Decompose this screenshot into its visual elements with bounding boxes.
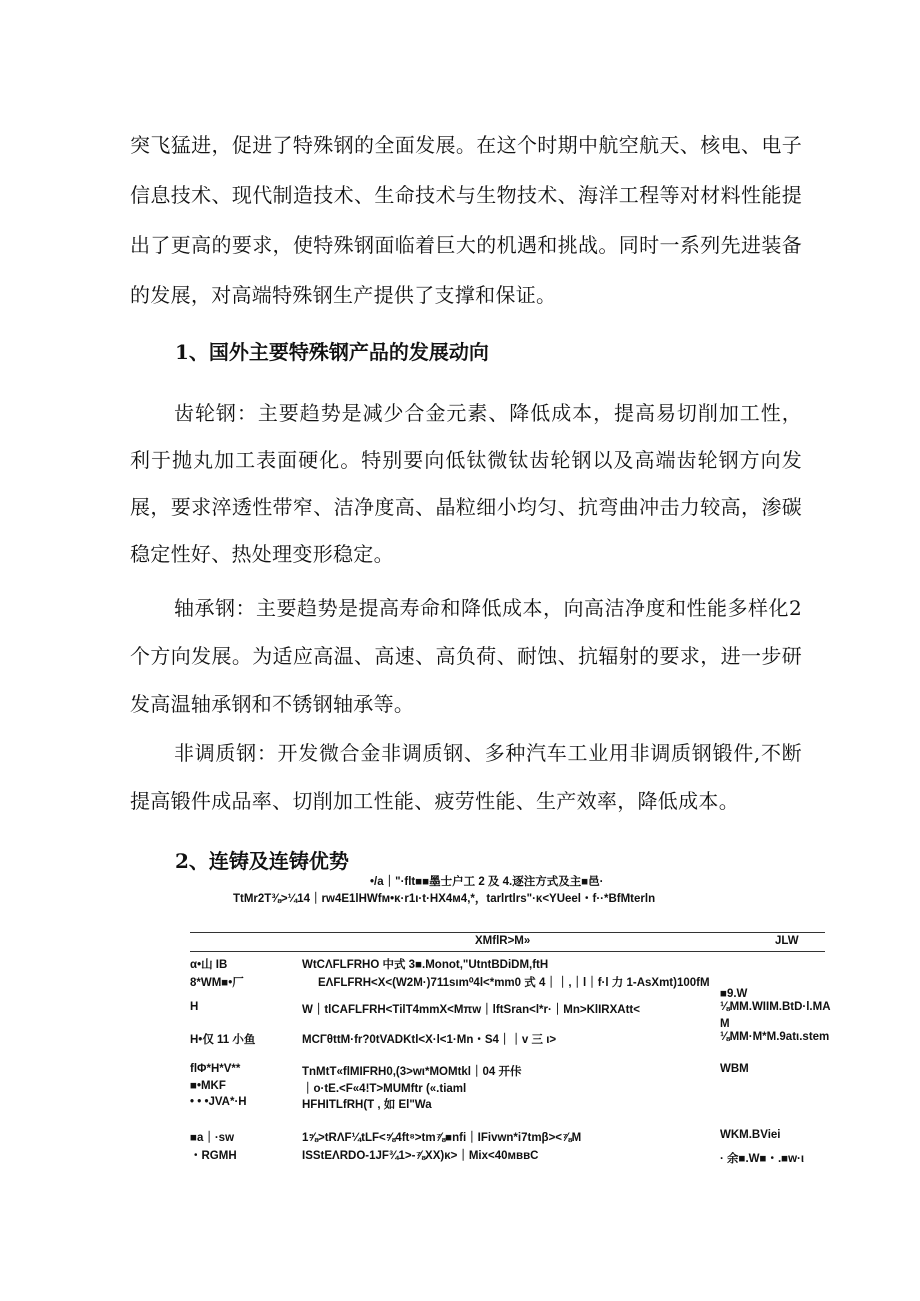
table-cell-c3: ⅛MM.WIIM.BtD·l.MA — [720, 1001, 831, 1013]
table-header-col3: JLW — [775, 935, 799, 947]
paragraph-gear-steel: 齿轮钢：主要趋势是减少合金元素、降低成本，提高易切削加工性，利于抛丸加工表面硬化。特别要向低钛微钛齿轮钢以及高端齿轮钢方向发展，要求淬透性带窄、洁净度高、晶粒细小均匀、抗弯曲冲击力较高，渗碳稳定性好、热处理变形稳定。 — [130, 401, 802, 566]
table-cell-c2: TnMtT«flMIFRH0,(3>wι*MOMtkl｜04 开佧 — [302, 1066, 522, 1078]
table-cell-c2: EΛFLFRH<X<(W2M·)711sım⁰4l<*mm0 式 4｜｜,｜l｜f·l 力 1-AsXmt)100fM — [318, 977, 710, 989]
table-cell-c2: ｜o·tE.<F«4!T>MUMftr («.tiaml — [302, 1083, 467, 1095]
paragraph-bearing-steel: 轴承钢：主要趋势是提高寿命和降低成本，向高洁净度和性能多样化2个方向发展。为适应高温、高速、高负荷、耐蚀、抗辐射的要求，进一步研发高温轴承钢和不锈钢轴承等。 — [130, 596, 802, 716]
table-cell-c2: W｜tlCAFLFRH<TilT4mmX<Mπw｜lftSran<l*r·｜Mn>KlIRXAtt< — [302, 1004, 640, 1016]
table-cell-c1: flΦ*H*V** — [190, 1063, 241, 1075]
table-cell-c2: HFHITLfRH(T , 如 El"Wa — [302, 1099, 432, 1111]
table-cell-c1: H•仅 11 小鱼 — [190, 1034, 256, 1046]
heading-2: 2、连铸及连铸优势 — [175, 849, 349, 873]
table-cell-c1: • • •JVA*·H — [190, 1096, 247, 1108]
table-cell-c3: ⅛MM·M*M.9atι.stem — [720, 1031, 830, 1043]
table-cell-c2: WtCΛFLFRHO 中式 3■.Monot,"UtntBDiDM,ftH — [302, 959, 549, 971]
table-cell-c1: α•山 IB — [190, 959, 228, 971]
table-cell-c3: WBM — [720, 1063, 749, 1075]
paragraph-non-quenched-steel: 非调质钢：开发微合金非调质钢、多种汽车工业用非调质钢锻件,不断提高锻件成品率、切削加工性能、疲劳性能、生产效率，降低成本。 — [130, 741, 802, 813]
table-header-col2: XMflR>M» — [475, 935, 531, 947]
table-cell-c1: ■•MKF — [190, 1080, 226, 1092]
table-cell-c2: ISStEΛRDO-1JF¾1>-⅞XX)κ>｜Mix<40мввC — [302, 1150, 539, 1162]
table-cell-c3: WKM.BViei — [720, 1129, 781, 1141]
table-cell-c3: M — [720, 1018, 730, 1030]
table-cell-c3: · 余■.W■・.■w·ι — [720, 1153, 805, 1165]
table-cell-c2: MCΓθttM·fr?0tVADKtl<X·l<1·Mn・S4｜｜v 三 ι> — [302, 1034, 557, 1046]
paragraph-intro: 突飞猛进，促进了特殊钢的全面发展。在这个时期中航空航天、核电、电子信息技术、现代制造技术、生命技术与生物技术、海洋工程等对材料性能提出了更高的要求，使特殊钢面临着巨大的机遇和挑战。同时一系列先进装备的发展，对高端特殊钢生产提供了支撑和保证。 — [130, 133, 802, 307]
table-cell-c1: ・RGMH — [190, 1150, 237, 1162]
heading-1: 1、国外主要特殊钢产品的发展动向 — [175, 340, 489, 364]
table-subtitle: TtMr2T⅜>¼14｜rw4E1lHWfм•κ·r1ι·t·HX4м4,*，tarlrtlrs"·κ<YUeel・f··*BfMterln — [233, 893, 656, 905]
table-cell-c2: 1⅝>tRΛF¼tLF<⅝4ft⁸>tm⅞■nfi｜IFivwn*i7tmβ><⅞M — [302, 1132, 582, 1144]
table-cell-c3: ■9.W — [720, 988, 748, 1000]
table-cell-c1: 8*WM■•厂 — [190, 977, 244, 989]
table-cell-c1: H — [190, 1001, 199, 1013]
table-cell-c1: ■a｜·sw — [190, 1132, 235, 1144]
table-title: •/a｜"·flt■■墨士户工 2 及 4.逐注方式及主■邑· — [370, 876, 604, 888]
